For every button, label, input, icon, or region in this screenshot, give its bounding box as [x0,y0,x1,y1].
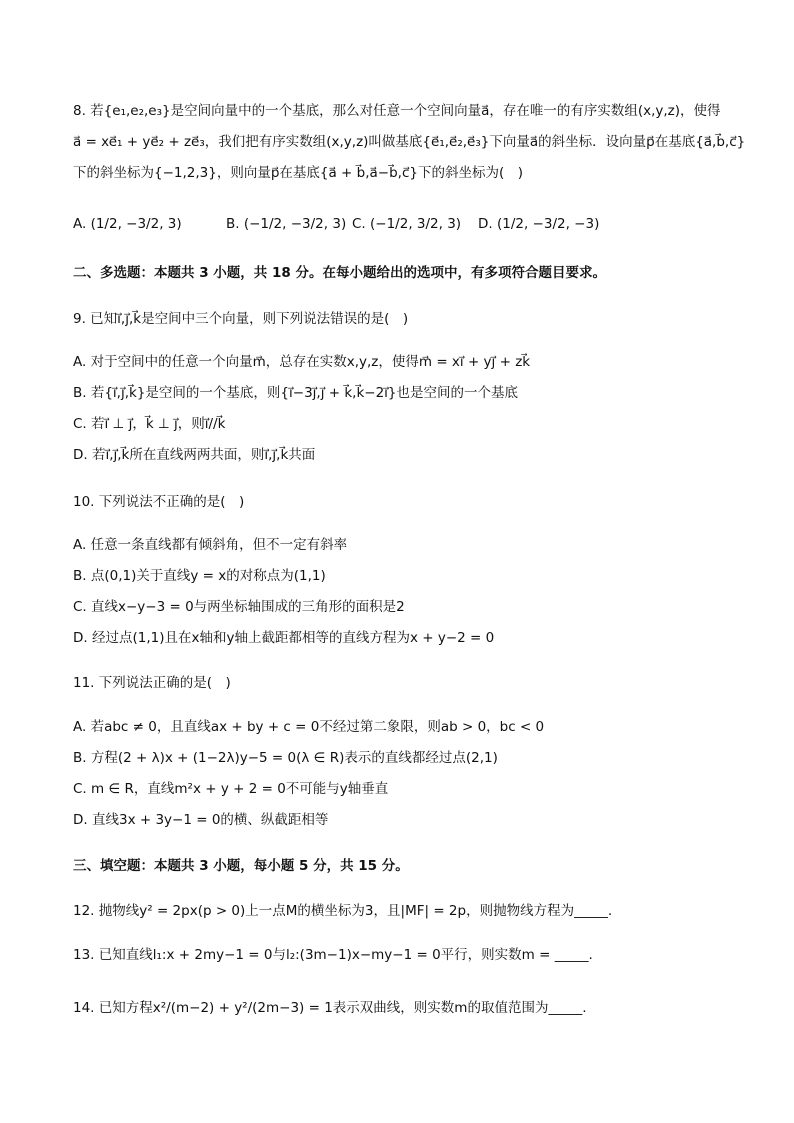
q14: 14. 已知方程x²/(m−2) + y²/(2m−3) = 1表示双曲线，则实数m的取值范围为_____. [73,1000,587,1016]
q10-option-c: C. 直线x−y−3 = 0与两坐标轴围成的三角形的面积是2 [73,599,405,615]
q10-option-d: D. 经过点(1,1)且在x轴和y轴上截距都相等的直线方程为x + y−2 = 0 [73,630,495,646]
section-2-heading: 二、多选题：本题共 3 小题，共 18 分。在每小题给出的选项中，有多项符合题目要求。 [73,265,606,281]
section-3-heading: 三、填空题：本题共 3 小题，每小题 5 分，共 15 分。 [73,858,409,874]
q9-option-d: D. 若i⃗,j⃗,k⃗所在直线两两共面，则i⃗,j⃗,k⃗共面 [73,447,316,463]
q8-line-1: 8. 若{e₁,e₂,e₃}是空间向量中的一个基底，那么对任意一个空间向量a⃗，存在唯一的有序实数组(x,y,z)，使得 [73,103,721,119]
q9-stem: 9. 已知i⃗,j⃗,k⃗是空间中三个向量，则下列说法错误的是( ) [73,311,409,327]
q11-option-d: D. 直线3x + 3y−1 = 0的横、纵截距相等 [73,812,329,828]
q8-option-a: A. (1/2, −3/2, 3) [73,216,182,232]
q9-option-c: C. 若i⃗ ⊥ j⃗，k⃗ ⊥ j⃗，则i⃗//k⃗ [73,416,226,432]
q11-option-b: B. 方程(2 + λ)x + (1−2λ)y−5 = 0(λ ∈ R)表示的直线都经过点(2,1) [73,750,498,766]
q11-option-a: A. 若abc ≠ 0，且直线ax + by + c = 0不经过第二象限，则ab > 0，bc < 0 [73,719,545,735]
q8-line-2: a⃗ = xe⃗₁ + ye⃗₂ + ze⃗₃，我们把有序实数组(x,y,z)叫做基底{e⃗₁,e⃗₂,e⃗₃}下向量a⃗的斜坐标．设向量p⃗在基底{a⃗,b⃗,c⃗} [73,134,746,150]
q9-option-b: B. 若{i⃗,j⃗,k⃗}是空间的一个基底，则{i⃗−3j⃗,j⃗ + k⃗,k⃗−2i⃗}也是空间的一个基底 [73,385,519,401]
q11-stem: 11. 下列说法正确的是( ) [73,675,231,691]
q8-option-d: D. (1/2, −3/2, −3) [478,216,600,232]
q8-option-b: B. (−1/2, −3/2, 3) [226,216,347,232]
q12: 12. 抛物线y² = 2px(p > 0)上一点M的横坐标为3，且|MF| = 2p，则抛物线方程为_____. [73,903,613,919]
q8-options [73,212,733,236]
q10-option-a: A. 任意一条直线都有倾斜角，但不一定有斜率 [73,537,348,553]
q8-option-c: C. (−1/2, 3/2, 3) [352,216,462,232]
q10-stem: 10. 下列说法不正确的是( ) [73,494,245,510]
q11-option-c: C. m ∈ R，直线m²x + y + 2 = 0不可能与y轴垂直 [73,781,389,797]
q10-option-b: B. 点(0,1)关于直线y = x的对称点为(1,1) [73,568,326,584]
q9-option-a: A. 对于空间中的任意一个向量m⃗，总存在实数x,y,z，使得m⃗ = xi⃗ + yj⃗ + zk⃗ [73,354,531,370]
q8-line-3: 下的斜坐标为{−1,2,3}，则向量p⃗在基底{a⃗ + b⃗,a⃗−b⃗,c⃗}下的斜坐标为( ) [73,165,524,181]
q13: 13. 已知直线l₁:x + 2my−1 = 0与l₂:(3m−1)x−my−1 = 0平行，则实数m = _____. [73,947,593,963]
